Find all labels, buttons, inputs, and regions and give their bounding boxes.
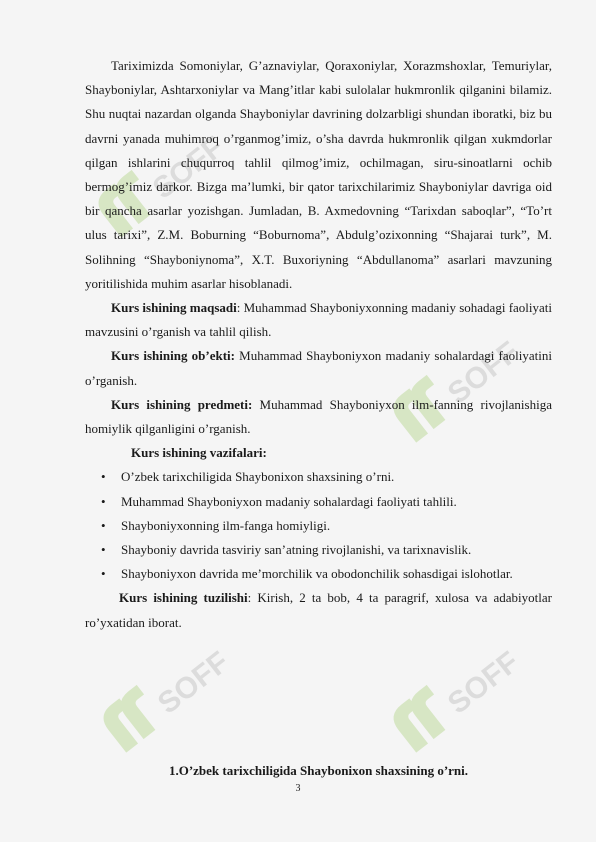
bullet-icon: • bbox=[101, 493, 106, 509]
list-item: • Shayboniy davrida tasviriy san’atning rivojlanishi, va tarixnavislik. bbox=[85, 538, 552, 562]
goal-label: Kurs ishining maqsadi bbox=[111, 300, 237, 316]
svg-text:SOFF: SOFF bbox=[146, 130, 231, 206]
subject-text: Muhammad Shayboniyxon ilm-fanning rivojlanishiga homiylik qilganligini o’rganish. bbox=[85, 396, 552, 437]
bullet-icon: • bbox=[101, 542, 106, 558]
structure-label: Kurs ishining tuzilishi bbox=[119, 590, 248, 606]
subject-label: Kurs ishining predmeti: bbox=[111, 396, 253, 412]
tasks-list bbox=[85, 465, 552, 586]
object-paragraph bbox=[85, 344, 552, 392]
list-item: • Shayboniyxonning ilm-fanga homiyligi. bbox=[85, 514, 552, 538]
document-body bbox=[85, 54, 552, 635]
goal-paragraph bbox=[85, 296, 552, 344]
intro-paragraph: Tariximizda Somoniylar, G’aznaviylar, Qoraxoniylar, Xorazmshoxlar, Temuriylar, Shayboniylar, Ashtarxoniylar va Mang’itlar kabi sulolalar hukmronlik qilganini bilamiz. Shu nuqtai nazardan olganda Shayboniylar davrining dolzarbligi shundan iboratki, biz bu davrni yanada muhimroq o’rganmog’imiz, o’sha davrda hukmronlik qilgan xukmdorlar qilgan ishlarini chuqurroq tahlil qilmog’imiz, ochilmagan, siru-sinoatlarni ochib bermog’imiz darkor. Bizga ma’lumki, bir qator tarixchilarimiz Shayboniylar davriga oid bir qancha asarlar yozishgan. Jumladan, B. Axmedovning “Tarixdan saboqlar”, “To’rt ulus tarixi”, Z.M. Boburning “Boburnoma”, Abdulg’ozixonning “Shajarai turk”, M. Solihning “Shayboniynoma”, X.T. Buxoriyning “Abdullanoma” asarlari mavzuning yoritilishida muhim asarlar hisoblanadi. bbox=[85, 58, 552, 291]
soff-logo-icon bbox=[365, 645, 526, 765]
bullet-icon: • bbox=[101, 469, 106, 485]
subject-paragraph bbox=[85, 393, 552, 441]
object-label: Kurs ishining ob’ekti: bbox=[111, 348, 235, 364]
bullet-icon: • bbox=[101, 566, 106, 582]
chapter-title: 1.O’zbek tarixchiligida Shaybonixon shaxsining o’rni. bbox=[168, 763, 469, 778]
list-item: • Muhammad Shayboniyxon madaniy sohalardagi faoliyati tahlili. bbox=[85, 490, 552, 514]
svg-text:SOFF: SOFF bbox=[151, 645, 236, 721]
svg-text:SOFF: SOFF bbox=[441, 645, 526, 721]
list-item: • O’zbek tarixchiligida Shaybonixon shaxsining o’rni. bbox=[85, 465, 552, 489]
tasks-heading: Kurs ishining vazifalari: bbox=[131, 445, 267, 461]
goal-text: : Muhammad Shayboniyxonning madaniy sohadagi faoliyati mavzusini o’rganish va tahlil qilish. bbox=[85, 300, 553, 340]
soff-logo-icon bbox=[75, 645, 236, 765]
bullet-icon: • bbox=[101, 517, 106, 533]
page-number: 3 bbox=[295, 783, 301, 794]
list-item: • Shayboniyxon davrida me’morchilik va obodonchilik sohasdigai islohotlar. bbox=[85, 562, 552, 586]
structure-text: : Kirish, 2 ta bob, 4 ta paragrif, xulosa va adabiyotlar ro’yxatidan iborat. bbox=[85, 590, 552, 630]
object-text: Muhammad Shayboniyxon madaniy sohalardagi faoliyatini o’rganish. bbox=[85, 348, 552, 388]
svg-text:SOFF: SOFF bbox=[441, 335, 526, 411]
structure-paragraph bbox=[85, 586, 552, 634]
